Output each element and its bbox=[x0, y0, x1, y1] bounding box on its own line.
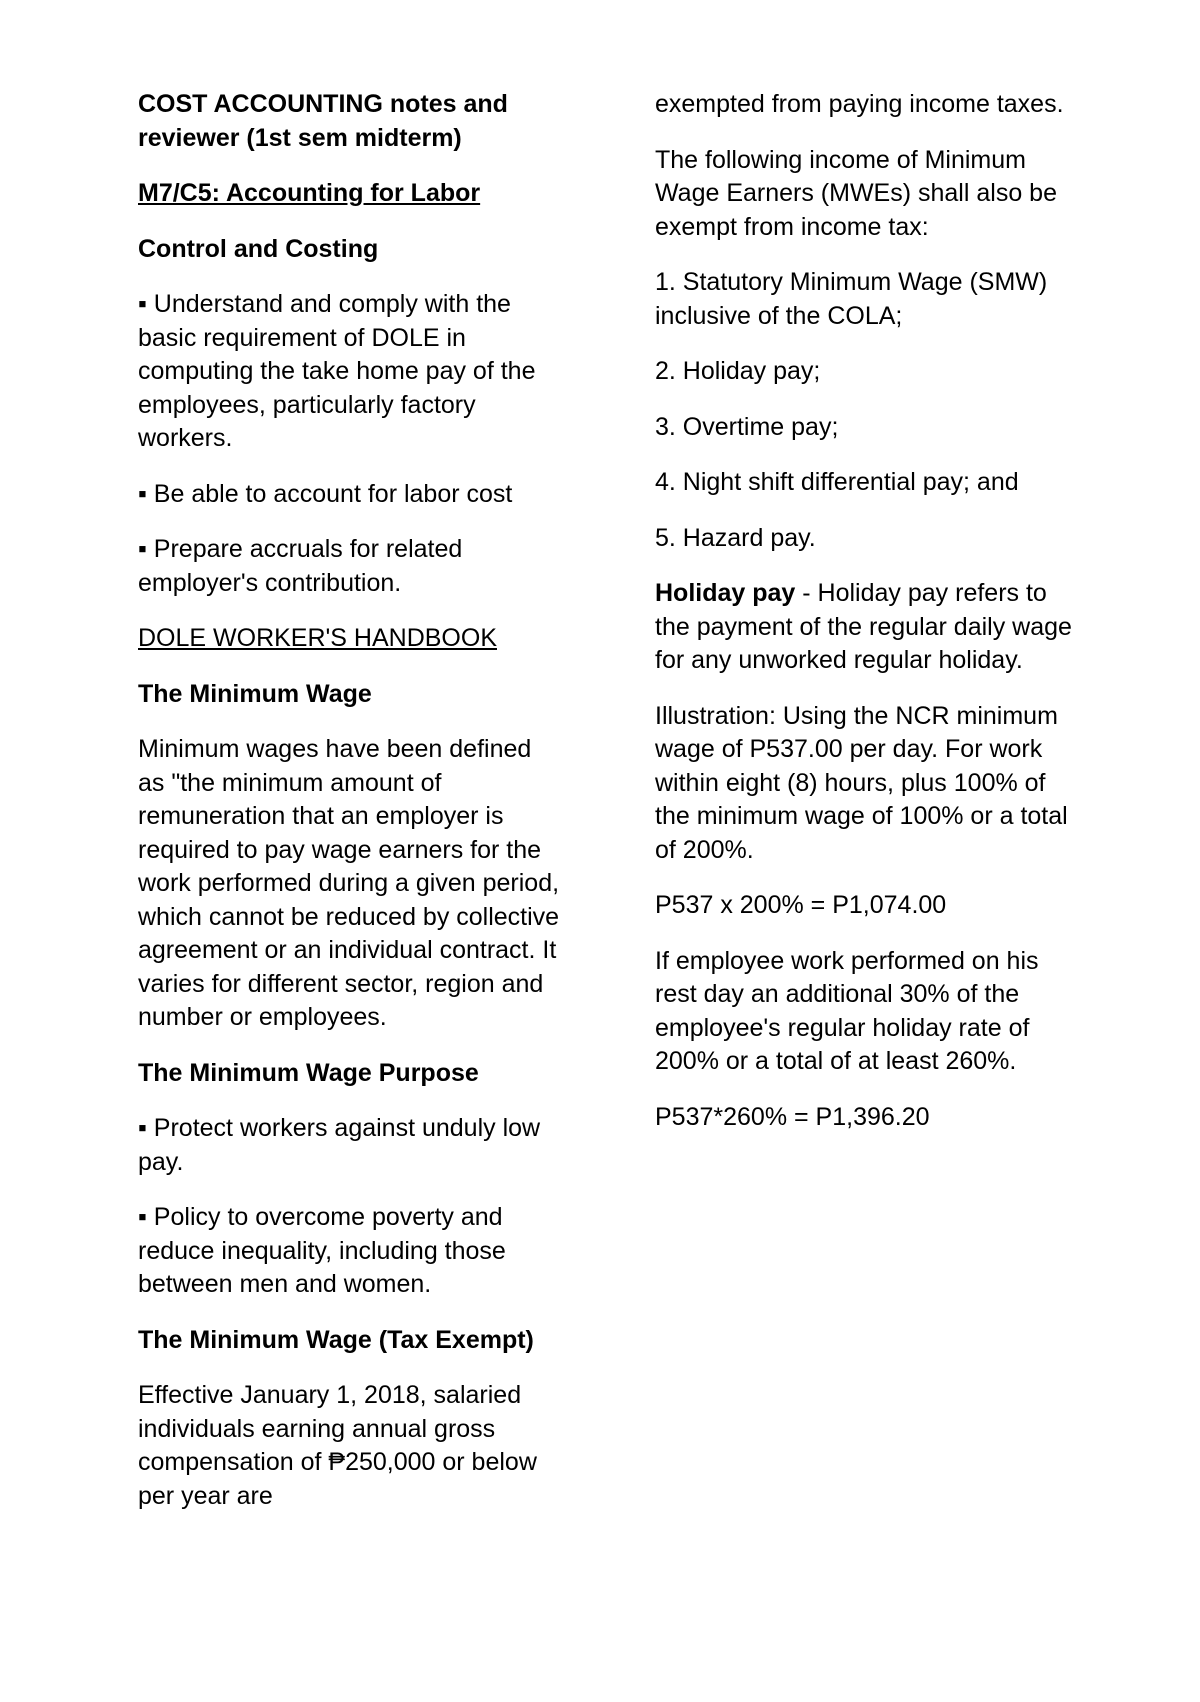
tax-exempt-paragraph: Effective January 1, 2018, salaried individuals earning annual gross compensation of ₱250,000 or below per year are bbox=[138, 1381, 537, 1510]
tax-exempt-heading: The Minimum Wage (Tax Exempt) bbox=[138, 1325, 534, 1354]
mwe-list-item: 3. Overtime pay; bbox=[655, 412, 839, 441]
holiday-pay-paragraph bbox=[655, 577, 1075, 678]
formula-line: P537*260% = P1,396.20 bbox=[655, 1102, 930, 1131]
document-title: COST ACCOUNTING notes and reviewer (1st sem midterm) bbox=[138, 90, 508, 152]
continuation-text: exempted from paying income taxes. bbox=[655, 90, 1064, 118]
objective-item: ▪ Prepare accruals for related employer's contribution. bbox=[138, 535, 463, 597]
mwe-list-item: 4. Night shift differential pay; and bbox=[655, 468, 1019, 496]
purpose-heading: The Minimum Wage Purpose bbox=[138, 1058, 479, 1087]
section-heading: Control and Costing bbox=[138, 234, 379, 263]
rest-day-paragraph: If employee work performed on his rest day an additional 30% of the employee's regular holiday rate of 200% or a total of at least 260%. bbox=[655, 946, 1039, 1075]
mwe-list-item: 1. Statutory Minimum Wage (SMW) inclusive of the COLA; bbox=[655, 268, 1048, 330]
mwe-list-item: 2. Holiday pay; bbox=[655, 357, 821, 385]
objective-item: ▪ Be able to account for labor cost bbox=[138, 479, 513, 508]
purpose-item: ▪ Protect workers against unduly low pay. bbox=[138, 1114, 541, 1176]
formula-line: P537 x 200% = P1,074.00 bbox=[655, 891, 947, 919]
handbook-heading: DOLE WORKER'S HANDBOOK bbox=[138, 624, 497, 652]
right-column bbox=[655, 88, 1075, 1156]
holiday-pay-term: Holiday pay bbox=[655, 579, 796, 607]
objective-item: ▪ Understand and comply with the basic requirement of DOLE in computing the take home pay of the employees, particularly factory workers. bbox=[138, 290, 536, 452]
minimum-wage-paragraph: Minimum wages have been defined as "the minimum amount of remuneration that an employer is required to pay wage earners for the work performed during a given period, which cannot be reduced by collective agreement or an individual contract. It varies for different sector, region and number or employees. bbox=[138, 735, 560, 1031]
illustration-paragraph: Illustration: Using the NCR minimum wage of P537.00 per day. For work within eight (8) hours, plus 100% of the minimum wage of 100% or a total of 200%. bbox=[655, 701, 1068, 864]
module-heading: M7/C5: Accounting for Labor bbox=[138, 179, 481, 207]
left-column bbox=[138, 88, 563, 1535]
mwe-intro: The following income of Minimum Wage Earners (MWEs) shall also be exempt from income tax: bbox=[655, 145, 1057, 241]
purpose-item: ▪ Policy to overcome poverty and reduce inequality, including those between men and women. bbox=[138, 1203, 506, 1298]
minimum-wage-heading: The Minimum Wage bbox=[138, 679, 372, 708]
holiday-pay-definition: - Holiday pay refers to the payment of the regular daily wage for any unworked regular holiday. bbox=[655, 579, 1072, 674]
mwe-list-item: 5. Hazard pay. bbox=[655, 523, 816, 552]
